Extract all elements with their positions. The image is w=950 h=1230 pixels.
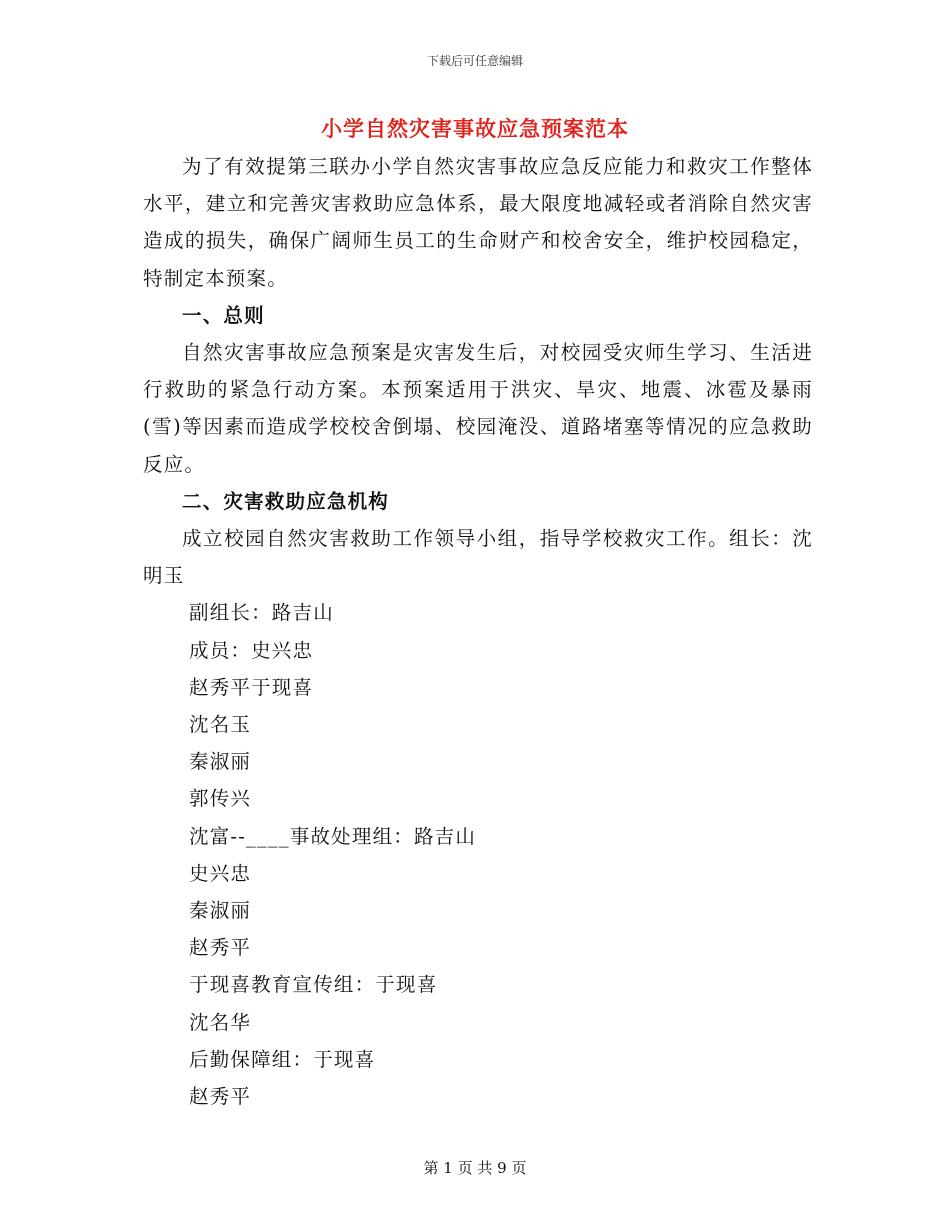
member-line: 于现喜教育宣传组：于现喜	[189, 973, 438, 997]
document-body	[143, 148, 813, 1115]
member-line: 后勤保障组：于现喜	[189, 1047, 376, 1071]
member-line: 赵秀平于现喜	[189, 675, 314, 699]
member-line: 沈名玉	[189, 713, 252, 737]
member-line: 秦淑丽	[189, 750, 252, 774]
intro-paragraph: 为了有效提第三联办小学自然灾害事故应急反应能力和救灾工作整体水平，建立和完善灾害救助应急体系，最大限度地减轻或者消除自然灾害造成的损失，确保广阔师生员工的生命财产和校舍安全，维护校园稳定，特制定本预案。	[143, 155, 813, 290]
member-line: 赵秀平	[189, 936, 252, 960]
general-paragraph: 自然灾害事故应急预案是灾害发生后，对校园受灾师生学习、生活进行救助的紧急行动方案。本预案适用于洪灾、旱灾、地震、冰雹及暴雨(雪)等因素而造成学校校舍倒塌、校园淹没、道路堵塞等情况的应急救助反应。	[143, 341, 813, 476]
section-heading-general: 一、总则	[182, 303, 265, 327]
page-footer: 第 1 页 共 9 页	[423, 1159, 527, 1177]
member-line: 沈富--____事故处理组：路吉山	[189, 824, 477, 848]
document-title: 小学自然灾害事故应急预案范本	[321, 116, 629, 141]
member-line: 史兴忠	[189, 861, 252, 885]
header-note: 下载后可任意编辑	[426, 54, 523, 68]
member-line: 沈名华	[189, 1010, 252, 1034]
member-line: 成员：史兴忠	[189, 638, 314, 662]
section-heading-organization: 二、灾害救助应急机构	[182, 489, 390, 513]
member-line: 副组长：路吉山	[189, 601, 334, 625]
member-line: 赵秀平	[189, 1085, 252, 1109]
member-line: 秦淑丽	[189, 899, 252, 923]
organization-paragraph: 成立校园自然灾害救助工作领导小组，指导学校救灾工作。组长：沈明玉	[143, 527, 813, 588]
member-line: 郭传兴	[189, 787, 252, 811]
